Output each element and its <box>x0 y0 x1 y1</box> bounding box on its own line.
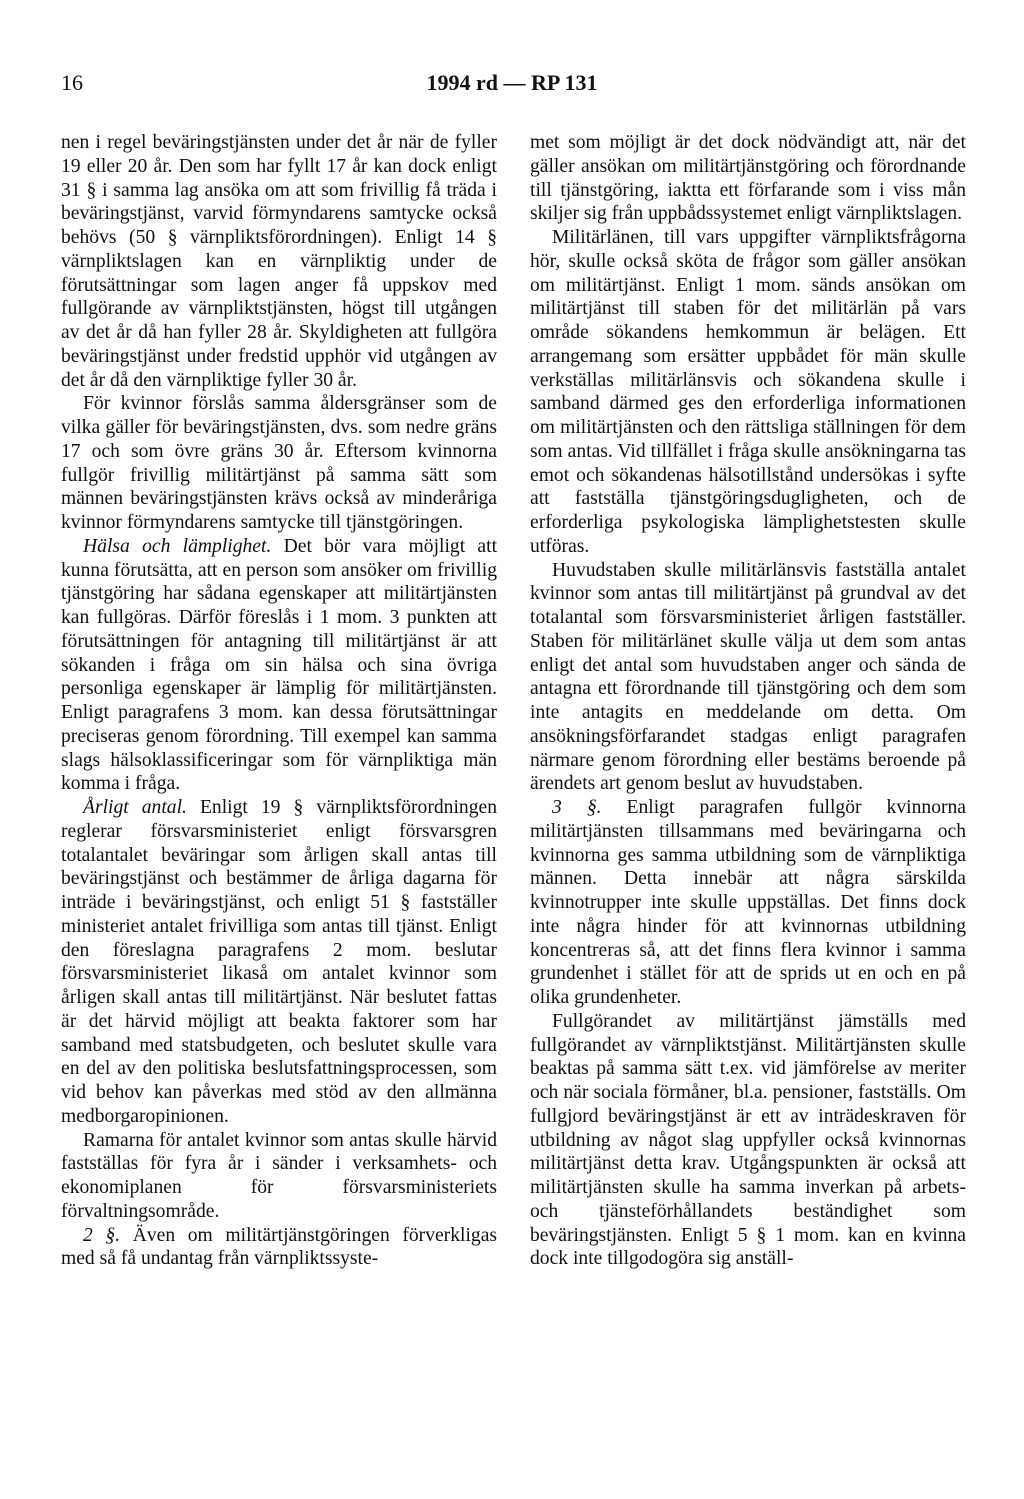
paragraph: För kvinnor förslås samma åldersgränser som de vilka gäller för beväringstjänsten, dvs. som nedre gräns 17 och som övre gräns 30 år. Eftersom kvinnorna fullgör frivillig militärtjänst på samma sätt som männen beväringstjänsten krävs också av minderåriga kvinnor förmyndarens samtycke till tjänstgöringen. <box>61 393 497 533</box>
paragraph: Ramarna för antalet kvinnor som antas skulle härvid fastställas för fyra år i sänder i verksamhets- och ekonomiplanen för försvarsministeriets förvaltningsområde. <box>61 1129 497 1222</box>
paragraph-text: Enligt paragrafen fullgör kvinnorna militärtjänsten tillsammans med beväringarna och kvinnorna ges samma utbildning som de värnpliktiga männen. Detta innebär att några särskilda kvinnotrupper inte skulle uppställas. Det finns dock inte några hinder för att kvinnornas utbildning koncentreras så, att det finns flera kvinnor i samma grundenhet i stället för att de sprids ut en och en på olika grundenheter. <box>530 797 967 1008</box>
right-column <box>530 131 966 1271</box>
paragraph: Huvudstaben skulle militärlänsvis fastställa antalet kvinnor som antas till militärtjänst på grundval av det totalantal som försvarsministeriet årligen fastställer. Staben för militärlänet skulle välja ut dem som antas enligt det antal som huvudstaben anger och sända de antagna ett förordnande till tjänstgöring och dem som inte antagits en meddelande om detta. Om ansökningsförfarandet stadgas enligt paragrafen närmare genom förordning eller bestäms beroende på ärendets art genom beslut av huvudstaben. <box>530 559 966 795</box>
paragraph: Fullgörandet av militärtjänst jämställs med fullgörandet av värnpliktstjänst. Militärtjänsten skulle beaktas på samma sätt t.ex. vid jämförelse av meriter och när sociala förmåner, bl.a. pensioner, fastställs. Om fullgjord beväringstjänst är ett av inträdeskraven för utbildning av något slag uppfyller också kvinnornas militärtjänst detta krav. Utgångspunkten är också att militärtjänsten skulle ha samma inverkan på arbets- och tjänsteförhållandets beständighet som beväringstjänsten. Enligt 5 § 1 mom. kan en kvinna dock inte tillgodogöra sig anställ- <box>530 1010 966 1270</box>
paragraph <box>530 796 966 1010</box>
section-heading: 3 §. <box>552 797 602 818</box>
page-number: 16 <box>61 70 83 95</box>
section-heading: 2 §. <box>83 1224 121 1246</box>
paragraph-text: Även om militärtjänstgöringen förverkligas med så få undantag från värnpliktssyste- <box>61 1224 498 1270</box>
running-header: 1994 rd — RP 131 <box>426 70 598 95</box>
paragraph: met som möjligt är det dock nödvändigt att, när det gäller ansökan om militärtjänstgöring och förordnande till tjänstgöring, iaktta ett förfarande som i viss mån skiljer sig från uppbådssystemet enligt värnpliktslagen. <box>530 132 966 225</box>
section-heading: Hälsa och lämplighet. <box>83 535 272 557</box>
paragraph: Militärlänen, till vars uppgifter värnpliktsfrågorna hör, skulle också sköta de frågor som gäller ansökan om militärtjänst. Enligt 1 mom. sänds ansökan om militärtjänst till staben för det militärlän på vars område sökandens hemkommun är belägen. Ett arrangemang som ersätter uppbådet för män skulle verkställas militärlänsvis och sökandena skulle i samband därmed ges den erforderliga informationen om militärtjänsten och den rättsliga ställningen för dem som antas. Vid tillfället i fråga skulle ansökningarna tas emot och sökandenas hälsotillstånd undersökas i syfte att fastställa tjänstgöringsdugligheten, och de erforderliga psykologiska lämplighetstesten skulle utföras. <box>530 227 966 557</box>
section-heading: Årligt antal. <box>83 797 187 818</box>
paragraph-text: Det bör vara möjligt att kunna förutsätta, att en person som ansöker om frivillig tjänstgöring har sådana egenskaper att militärtjänsten kan fullgöras. Därför föreslås i 1 mom. 3 punkten att förutsättningen för antagning till militärtjänst är att sökanden i fråga om sin hälsa och sina övriga personliga egenskaper är lämplig för militärtjänsten. Enligt paragrafens 3 mom. kan dessa förutsättningar preciseras genom förordning. Till exempel kan samma slags hälsoklassificeringar som för värnpliktiga män komma i fråga. <box>61 535 498 795</box>
paragraph <box>61 796 497 1129</box>
left-column <box>61 131 497 1271</box>
paragraph <box>61 1224 497 1272</box>
paragraph-text: Enligt 19 § värnpliktsförordningen reglerar försvarsministeriet enligt försvarsgren totalantalet beväringar som årligen skall antas till beväringstjänst och bestämmer de årliga dagarna för inträde i beväringstjänst, och enligt 51 § fastställer ministeriet antalet frivilliga som antas till tjänst. Enligt den föreslagna paragrafens 2 mom. beslutar försvarsministeriet likaså om antalet kvinnor som årligen skall antas till militärtjänst. När beslutet fattas är det härvid möjligt att beakta faktorer som har samband med statsbudgeten, och beslutet skulle vara en del av den politiska beslutsfattningsprocessen, som vid behov kan påverkas med stöd av den allmänna medborgaropinionen. <box>61 797 497 1127</box>
paragraph <box>61 535 497 796</box>
paragraph: nen i regel beväringstjänsten under det år när de fyller 19 eller 20 år. Den som har fyllt 17 år kan dock enligt 31 § i samma lag ansöka om att som frivillig få träda i beväringstjänst, varvid förmyndarens samtycke också behövs (50 § värnpliktsförordningen). Enligt 14 § värnpliktslagen kan en värnpliktig under de förutsättningar som lagen anger få uppskov med fullgörande av värnpliktstjänsten, högst till utgången av det år då han fyller 28 år. Skyldigheten att fullgöra beväringstjänst under fredstid upphör vid utgången av det år då den värnpliktige fyller 30 år. <box>61 132 497 391</box>
